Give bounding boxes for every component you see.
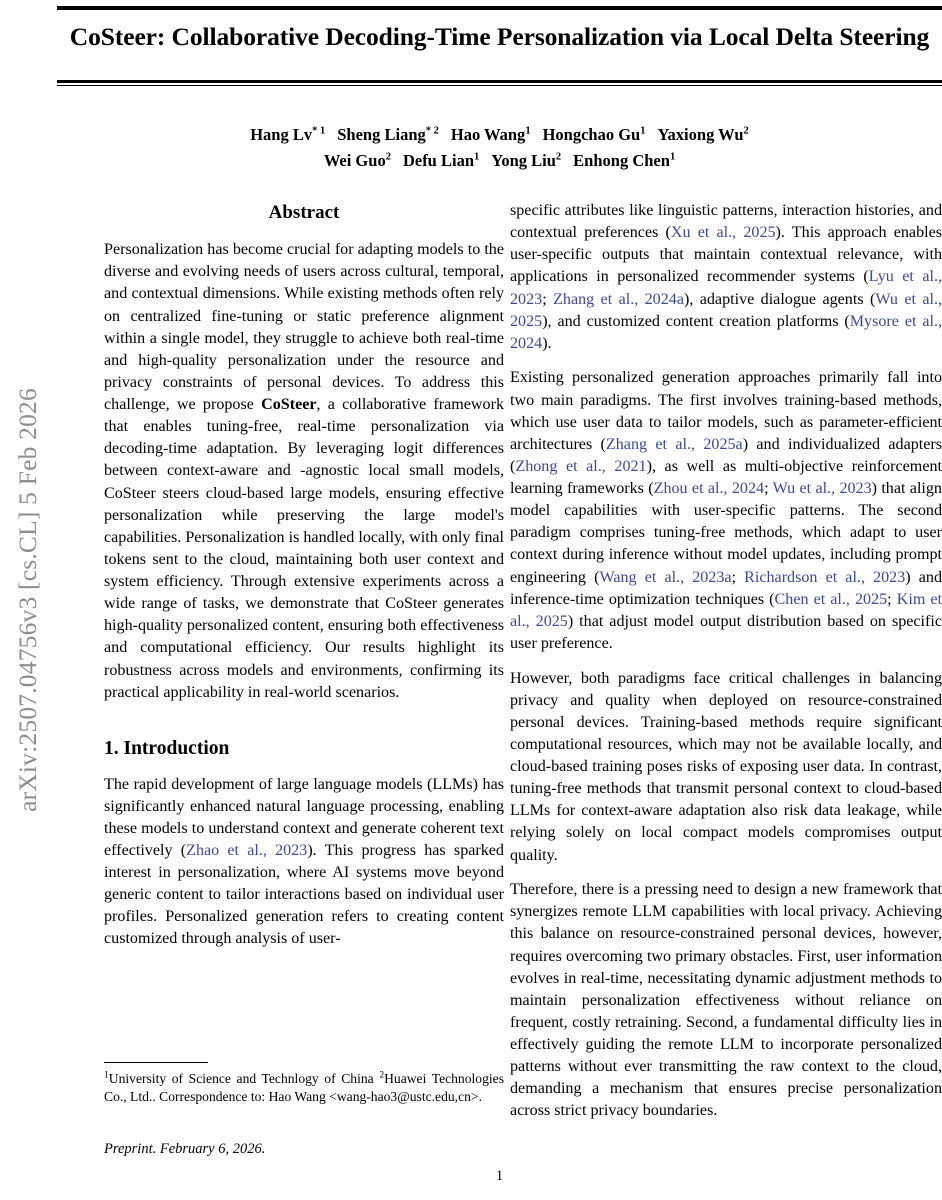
right-p2-part-h: ; — [887, 590, 897, 608]
page-title: CoSteer: Collaborative Decoding-Time Personalization via Local Delta Steering — [69, 22, 930, 51]
author-affil-mark: 2 — [743, 125, 749, 137]
right-p2-part-a: Existing personalized generation approaches primarily fall into two main paradigms. The first involves training-based methods, which use user data to tailor models, such as parameter-efficient architectures ( — [510, 369, 942, 453]
right-p1-part-f: ). — [542, 334, 552, 352]
author-name: Yaxiong Wu — [657, 125, 744, 144]
abstract-heading: Abstract — [268, 202, 340, 223]
author-block — [57, 122, 942, 173]
citation-link[interactable]: Zhong et al., 2021 — [515, 457, 647, 475]
right-p1-part-b: ). This approach enables user-specific outputs that maintain contextual relevance, with applications in personalized recommender systems ( — [510, 224, 942, 286]
right-p2-part-g: ) and inference-time optimization techniques ( — [510, 568, 942, 608]
abstract-text — [104, 239, 504, 704]
citation-link[interactable]: Lyu et al., 2023 — [510, 268, 942, 308]
author-entry — [573, 151, 675, 170]
footnote-block — [104, 1062, 504, 1107]
author-name: Defu Lian — [402, 150, 475, 170]
arxiv-stamp-text: arXiv:2507.04756v3 [cs.CL] 5 Feb 2026 — [13, 388, 42, 812]
abstract-method-name: CoSteer — [261, 396, 317, 413]
author-entry — [337, 125, 439, 144]
right-p1-part-c: ; — [542, 290, 554, 308]
author-entry — [543, 125, 646, 144]
right-p2-part-e: ) that align model capabilities with user-specific patterns. The second paradigm comprises tuning-free methods, which adapt to user context during inference without model updates, including prompt engineering ( — [510, 480, 942, 586]
author-entry — [491, 151, 561, 170]
intro-p1-part-b: ). This progress has sparked interest in personalization, where AI systems move beyond generic content to tailor interactions based on individual user profiles. Personalized generation refers to creating content customized through analysis of user- — [104, 841, 504, 948]
author-name: Hao Wang — [450, 125, 526, 144]
right-p1-part-d: ), adaptive dialogue agents ( — [683, 290, 876, 308]
author-entry — [324, 151, 391, 170]
right-paragraph-3: However, both paradigms face critical challenges in balancing privacy and quality when deployed on resource-constrained personal devices. Training-based methods require significant computational resources, which may not be available locally, and cloud-based training poses risks of exposing user data. In contrast, tuning-free methods that transmit personal context to cloud-based LLMs for context-aware adaptation also risk data leakage, while relying solely on local compact models compromises output quality. — [510, 669, 942, 864]
citation-link[interactable]: Zhao et al., 2023 — [186, 841, 308, 859]
citation-link[interactable]: Kim et al., 2025 — [510, 590, 942, 630]
citation-link[interactable]: Wu et al., 2025 — [510, 290, 942, 330]
right-p1-part-e: ), and customized content creation platforms ( — [542, 312, 850, 330]
citation-link[interactable]: Zhou et al., 2024 — [653, 480, 765, 497]
author-entry — [403, 151, 479, 170]
right-p2-part-c: ), as well as multi-objective reinforcement learning frameworks ( — [510, 457, 942, 497]
author-line-2 — [57, 148, 942, 174]
right-p2-part-f: ; — [731, 568, 745, 586]
author-name: Hongchao Gu — [542, 125, 641, 144]
author-name: Sheng Liang — [337, 125, 426, 144]
author-entry — [657, 125, 748, 144]
abstract-part-2: , a collaborative framework that enables tuning-free, real-time personalization via decoding-time adaptation. By leveraging logit differences between context-aware and -agnostic local small models, CoSteer steers cloud-based large models, ensuring effective personalization while preserving the large model's capabilities. Personalization is handled locally, with only final tokens sent to the cloud, maintaining both user context and system efficiency. Through extensive experiments across a wide range of tasks, we demonstrate that CoSteer generates high-quality personalized content, ensuring both effectiveness and computational efficiency. Our results highlight its robustness across models and environments, confirming its practical applicability in real-world scenarios. — [104, 396, 505, 701]
footnote-marker-1: 1 — [104, 1070, 109, 1081]
footnote-marker-2: 2 — [379, 1070, 385, 1081]
header-rule-double — [57, 80, 942, 86]
citation-link[interactable]: Richardson et al., 2023 — [744, 568, 906, 586]
rule-thin — [57, 85, 942, 86]
citation-link[interactable]: Chen et al., 2025 — [774, 590, 888, 608]
footnote-affiliation-2: Huawei Technologies Co., Ltd.. Correspondence to: Hao Wang <wang-hao3@ustc.edu,cn>. — [104, 1071, 504, 1105]
author-affil-mark: 2 — [555, 151, 562, 163]
footnote-text — [104, 1070, 504, 1107]
paper-content — [57, 0, 942, 1200]
author-entry — [451, 125, 531, 144]
right-p2-part-i: ) that adjust model output distribution based on specific user preference. — [510, 612, 942, 652]
citation-link[interactable]: Xu et al., 2025 — [670, 224, 776, 242]
intro-paragraph-1 — [104, 774, 504, 951]
author-affil-mark: 2 — [385, 151, 391, 163]
author-affil-mark: * 2 — [425, 125, 439, 137]
citation-link[interactable]: Mysore et al., 2024 — [510, 312, 942, 352]
citation-link[interactable]: Zhang et al., 2025a — [605, 435, 743, 453]
author-name: Enhong Chen — [573, 150, 670, 170]
right-paragraph-1 — [510, 200, 942, 355]
author-name: Wei Guo — [323, 150, 386, 170]
author-affil-mark: 1 — [669, 151, 676, 163]
author-name: Hang Lv — [250, 125, 313, 144]
author-line-1 — [57, 122, 942, 148]
citation-link[interactable]: Wang et al., 2023a — [599, 568, 732, 586]
author-affil-mark: * 1 — [312, 125, 326, 137]
arxiv-stamp — [0, 0, 56, 1200]
right-p1-part-a: specific attributes like linguistic patterns, interaction histories, and contextual preferences ( — [510, 202, 942, 242]
page-number: 1 — [495, 1168, 504, 1184]
abstract-part-1: Personalization has become crucial for adapting models to the diverse and evolving needs of users across cultural, temporal, and contextual dimensions. While existing methods often rely on centralized fine-tuning or static preference alignment within a single model, they struggle to achieve both real-time and high-quality personalization under the resource and privacy constraints of personal devices. To address this challenge, we propose — [104, 241, 504, 413]
preprint-note: Preprint. February 6, 2026. — [104, 1141, 266, 1157]
author-affil-mark: 1 — [640, 125, 646, 137]
citation-link[interactable]: Wu et al., 2023 — [772, 480, 872, 497]
footnote-separator-rule — [104, 1062, 208, 1063]
right-paragraph-4: Therefore, there is a pressing need to design a new framework that synergizes remote LLM capabilities with local privacy. Achieving this balance on resource-constrained personal devices, however, requires overcoming two primary obstacles. First, user information evolves in real-time, necessitating dynamic adjustment methods to maintain personalization effectiveness without reliance on frequent, costly retraining. Second, a fundamental difficulty lies in effectively guiding the remote LLM to incorporate personalized patterns without ever transmitting the raw context to the cloud, demanding a mechanism that ensures precise personalization across strict privacy boundaries. — [510, 881, 942, 1120]
header-rule-top — [57, 6, 942, 10]
author-entry — [250, 125, 325, 144]
footnote-affiliation-1: University of Science and Technlogy of China — [108, 1071, 380, 1086]
author-affil-mark: 1 — [525, 125, 531, 137]
citation-link[interactable]: Zhang et al., 2024a — [553, 290, 684, 308]
right-p2-part-d: ; — [764, 480, 773, 497]
right-p2-part-b: ) and individualized adapters ( — [510, 435, 942, 475]
author-affil-mark: 1 — [474, 151, 480, 163]
left-column — [104, 200, 504, 963]
section-heading-introduction: 1. Introduction — [104, 737, 230, 759]
right-column — [510, 200, 942, 1135]
right-paragraph-2 — [510, 367, 942, 655]
author-name: Yong Liu — [491, 150, 556, 170]
intro-p1-part-a: The rapid development of large language models (LLMs) has significantly enhanced natural language processing, enabling these models to understand context and generate coherent text effectively ( — [104, 775, 504, 859]
